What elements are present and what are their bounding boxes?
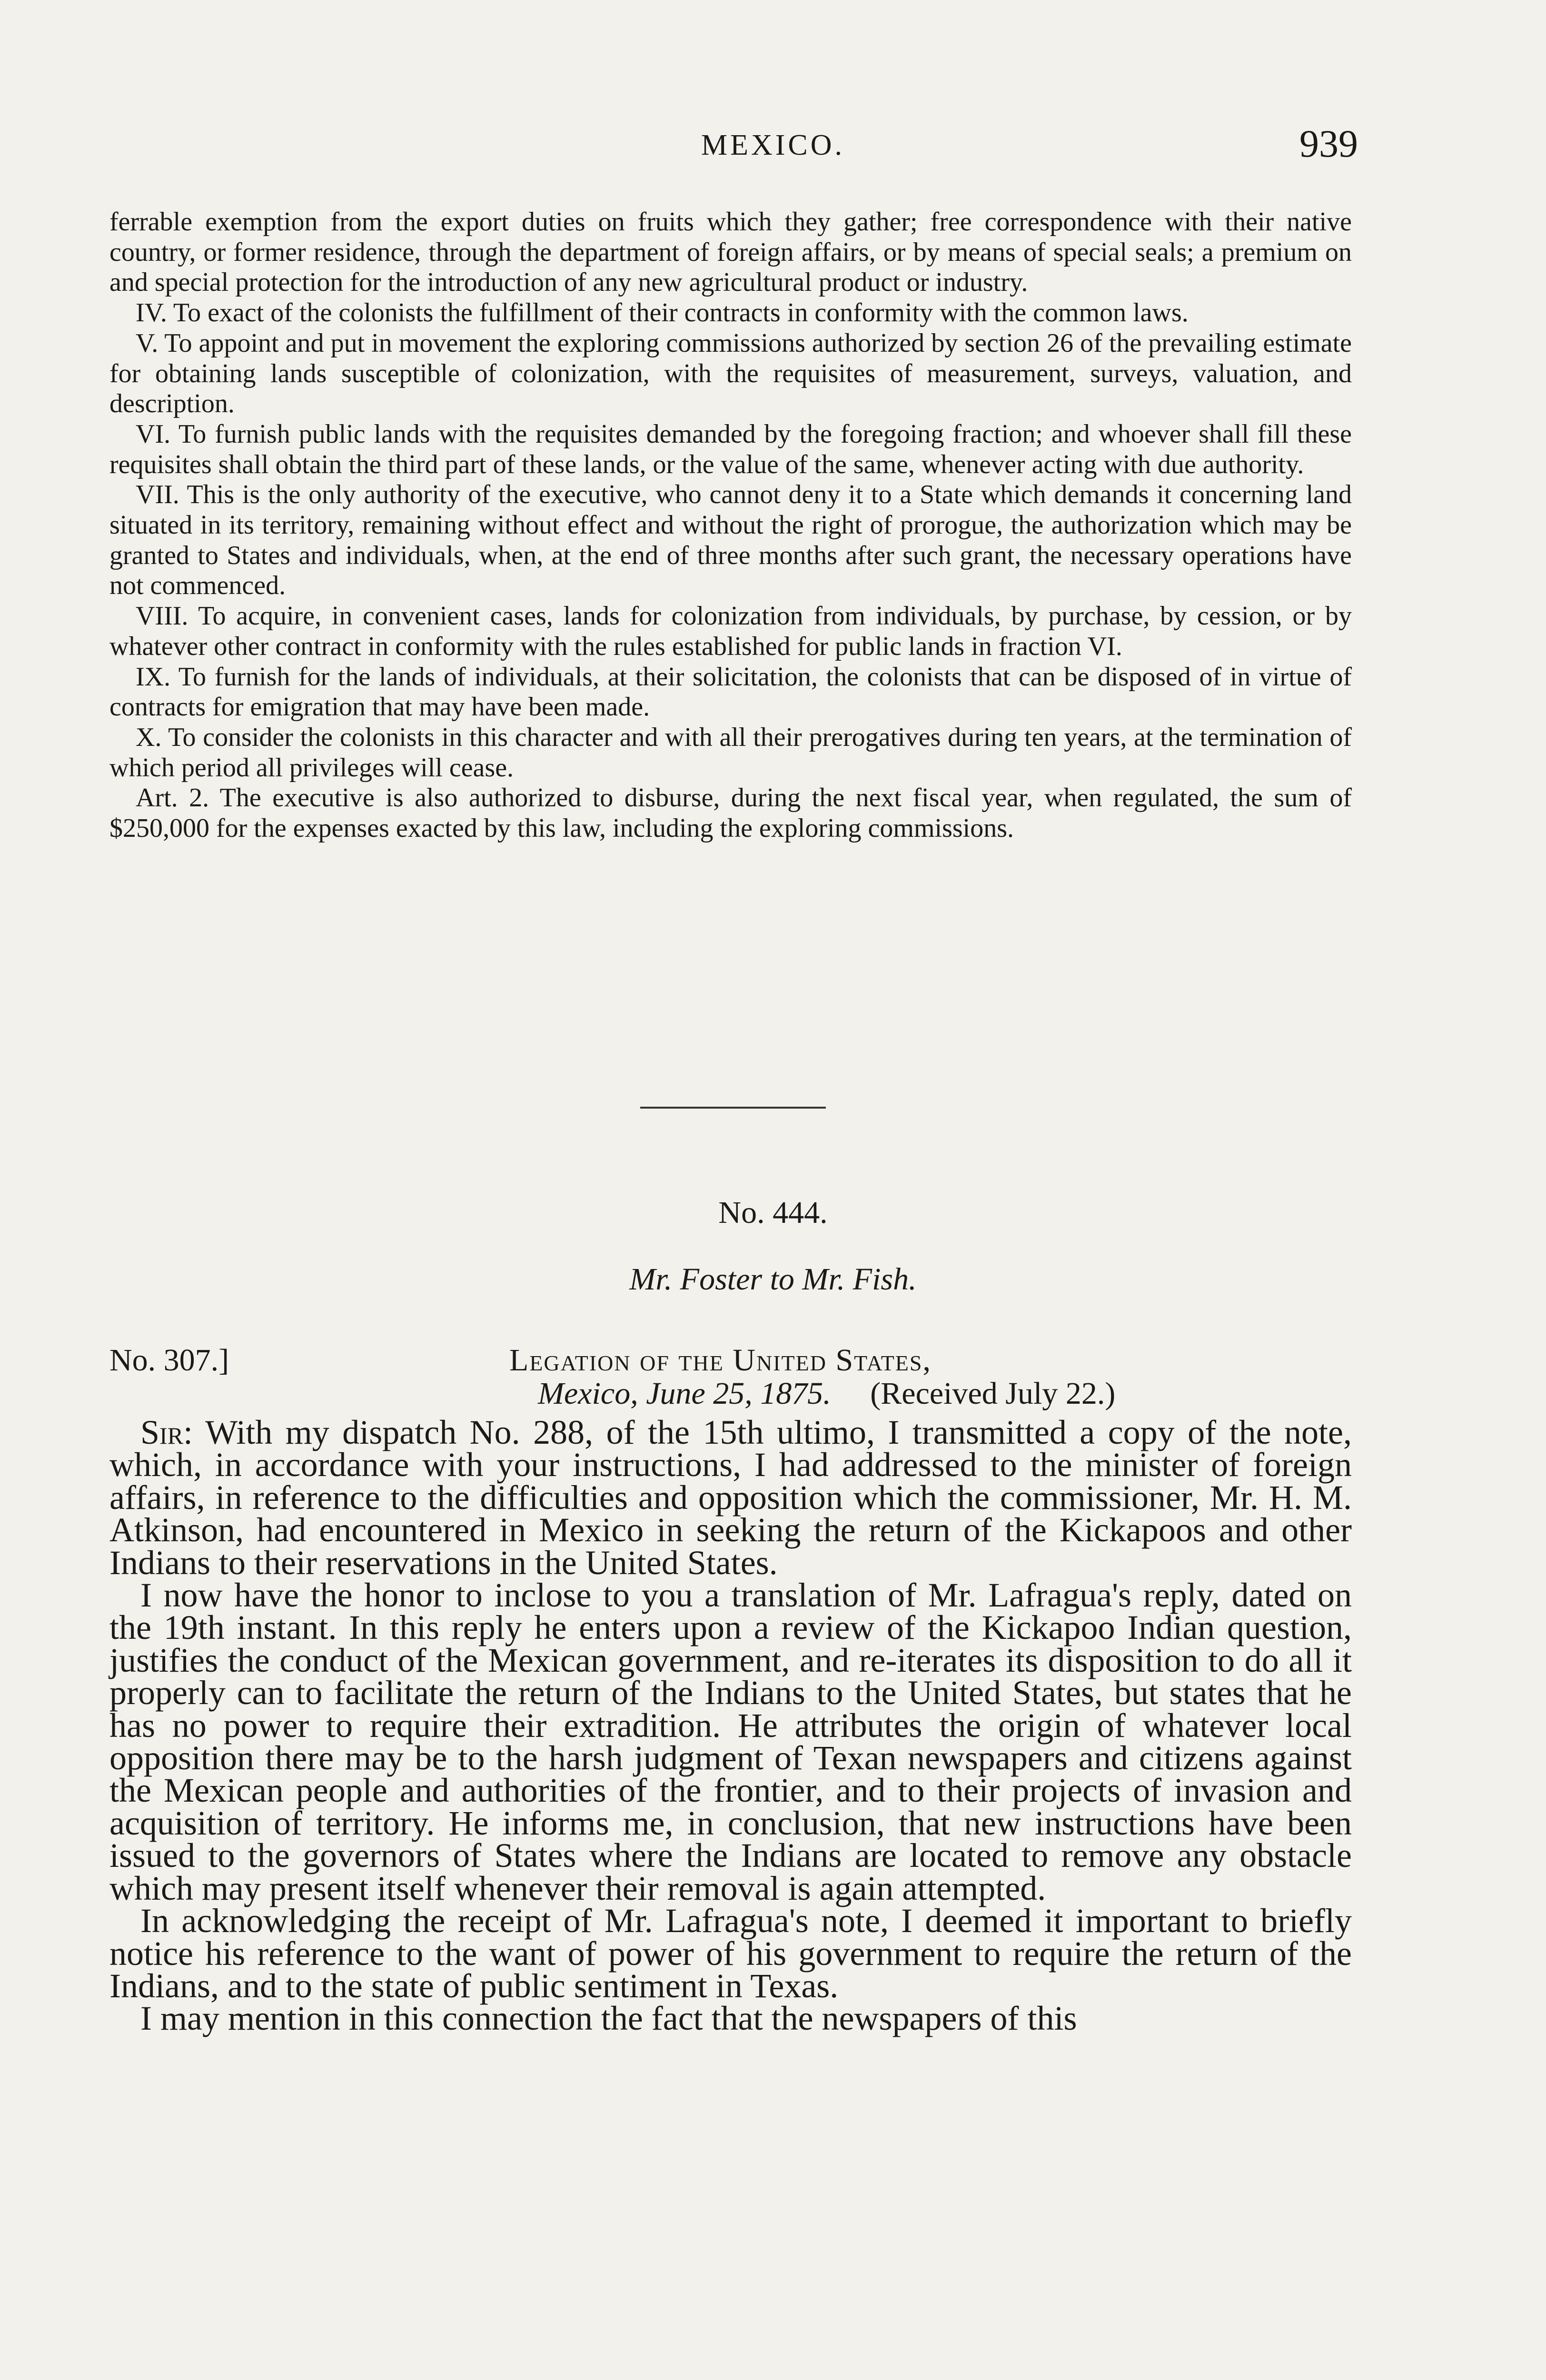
paragraph: X. To consider the colonists in this character and with all their prerogatives during ten years, at the termination of which period all privileges will cease.: [109, 722, 1352, 783]
legation-heading: Legation of the United States,: [509, 1343, 932, 1378]
dispatch-number: No. 307.]: [109, 1343, 229, 1378]
salutation: Sir:: [140, 1413, 193, 1451]
place-date: Mexico, June 25, 1875.: [538, 1376, 831, 1411]
document-number: No. 444.: [718, 1195, 828, 1230]
page-number: 939: [1299, 122, 1358, 165]
running-header: MEXICO.: [701, 129, 845, 161]
paragraph-text: With my dispatch No. 288, of the 15th ultimo, I transmitted a copy of the note, which, in accordance with your instructions, I had addressed to the minister of foreign affairs, in reference to the difficulties and opposition which the commissioner, Mr. H. M. Atkinson, had encountered in Mexico in seeking the return of the Kickapoos and other Indians to their reservations in the United States.: [109, 1413, 1352, 1582]
paragraph: VI. To furnish public lands with the requisites demanded by the foregoing fraction; and whoever shall fill these requisites shall obtain the third part of these lands, or the value of the same, whenever acting with due authority.: [109, 419, 1352, 479]
paragraph: In acknowledging the receipt of Mr. Lafragua's note, I deemed it important to briefly notice his reference to the want of power of his government to require the return of the Indians, and to the state of public sentiment in Texas.: [109, 1902, 1352, 2005]
received-date: (Received July 22.): [870, 1376, 1116, 1411]
paragraph: IX. To furnish for the lands of individuals, at their solicitation, the colonists that can be disposed of in virtue of contracts for emigration that may have been made.: [109, 662, 1352, 722]
paragraph: IV. To exact of the colonists the fulfillment of their contracts in conformity with the common laws.: [136, 298, 1189, 328]
paragraph: I may mention in this connection the fact that the newspapers of this: [140, 1999, 1077, 2038]
paragraph: V. To appoint and put in movement the exploring commissions authorized by section 26 of the prevailing estimate for obtaining lands susceptible of colonization, with the requisites of measurement, surveys, valuation, and description.: [109, 328, 1352, 419]
letter-body: [109, 1413, 1352, 2038]
paragraph: VIII. To acquire, in convenient cases, lands for colonization from individuals, by purchase, by cession, or by whatever other contract in conformity with the rules established for public lands in fraction VI.: [109, 601, 1352, 661]
dateline: [538, 1376, 1115, 1412]
document-subtitle: Mr. Foster to Mr. Fish.: [629, 1262, 917, 1297]
paragraph: Art. 2. The executive is also authorized to disburse, during the next fiscal year, when regulated, the sum of $250,000 for the expenses exacted by this law, including the exploring commissions.: [109, 783, 1352, 843]
paragraph: [109, 1413, 1352, 1582]
paragraph: VII. This is the only authority of the executive, who cannot deny it to a State which demands it concerning land situated in its territory, remaining without effect and without the right of prorogue, the authorization which may be granted to States and individuals, when, at the end of three months after such grant, the necessary operations have not commenced.: [109, 480, 1352, 601]
upper-section: [109, 207, 1352, 844]
paragraph: ferrable exemption from the export duties on fruits which they gather; free correspondence with their native country, or former residence, through the department of foreign affairs, or by means of special seals; a premium on and special protection for the introduction of any new agricultural product or industry.: [109, 207, 1352, 298]
section-divider: [640, 1107, 826, 1109]
paragraph: I now have the honor to inclose to you a translation of Mr. Lafragua's reply, dated on the 19th instant. In this reply he enters upon a review of the Kickapoo Indian question, justifies the conduct of the Mexican government, and re-iterates its disposition to do all it properly can to facilitate the return of the Indians to the United States, but states that he has no power to require their extradition. He attributes the origin of whatever local opposition there may be to the harsh judgment of Texan newspapers and citizens against the Mexican people and authorities of the frontier, and to their projects of invasion and acquisition of territory. He informs me, in conclusion, that new instructions have been issued to the governors of States where the Indians are located to remove any obstacle which may present itself whenever their removal is again attempted.: [109, 1576, 1352, 1907]
